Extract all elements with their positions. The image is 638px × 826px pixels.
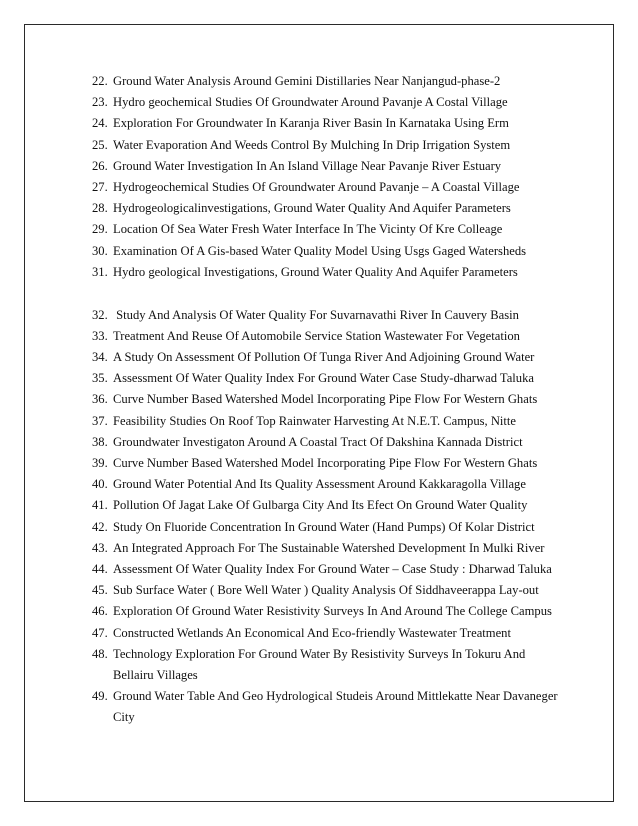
item-number: 29. [92,222,108,237]
item-title: Curve Number Based Watershed Model Incorporating Pipe Flow For Western Ghats [113,392,538,407]
list-item [92,177,592,198]
item-number: 39. [92,455,108,470]
item-title: Location Of Sea Water Fresh Water Interface In The Vicinty Of Kre Colleage [113,222,503,237]
item-number: 22. [92,74,108,88]
item-title: Technology Exploration For Ground Water By Resistivity Surveys In Tokuru And [113,646,526,661]
item-title: Hydro geochemical Studies Of Groundwater Around Pavanje A Costal Village [113,95,508,110]
item-title: Ground Water Table And Geo Hydrological Studeis Around Mittlekatte Near Davaneger [113,689,558,704]
item-title: Study On Fluoride Concentration In Ground Water (Hand Pumps) Of Kolar District [113,519,535,534]
item-number: 44. [92,561,108,576]
item-number: 31. [92,264,108,279]
item-number: 24. [92,116,108,131]
list-item [92,326,592,347]
list-item [92,262,592,283]
list-item [92,198,592,219]
item-number: 41. [92,498,108,513]
item-number: 28. [92,201,108,216]
list-item [92,411,592,432]
list-item [92,686,592,728]
list-item [92,474,592,495]
item-number: 42. [92,519,108,534]
item-title: Curve Number Based Watershed Model Incorporating Pipe Flow For Western Ghats [113,455,538,470]
item-title: Hydro geological Investigations, Ground Water Quality And Aquifer Parameters [113,264,518,279]
item-title: Sub Surface Water ( Bore Well Water ) Quality Analysis Of Siddhaveerappa Lay-out [113,583,539,598]
item-title: Exploration For Groundwater In Karanja River Basin In Karnataka Using Erm [113,116,509,131]
item-title: Assessment Of Water Quality Index For Ground Water Case Study-dharwad Taluka [113,371,534,386]
item-title: Study And Analysis Of Water Quality For Suvarnavathi River In Cauvery Basin [113,307,519,322]
item-title: Water Evaporation And Weeds Control By Mulching In Drip Irrigation System [113,137,511,152]
item-title: An Integrated Approach For The Sustainable Watershed Development In Mulki River [113,540,545,555]
list-item [92,241,592,262]
item-number: 30. [92,243,108,258]
list-item [92,559,592,580]
item-title: Feasibility Studies On Roof Top Rainwater Harvesting At N.E.T. Campus, Nitte [113,413,517,428]
item-number: 45. [92,583,108,598]
item-title: Pollution Of Jagat Lake Of Gulbarga City And Its Efect On Ground Water Quality [113,498,528,513]
item-title-continuation: City [113,710,135,725]
list-item [92,368,592,389]
item-number: 26. [92,158,108,173]
list-item [92,71,592,92]
list-item [92,432,592,453]
item-number: 23. [92,95,108,110]
list-item [92,156,592,177]
project-title-list [92,71,592,729]
item-title: Treatment And Reuse Of Automobile Service Station Wastewater For Vegetation [113,328,520,343]
list-item [92,305,592,326]
item-title: Hydrogeologicalinvestigations, Ground Water Quality And Aquifer Parameters [113,201,511,216]
item-title-continuation: Bellairu Villages [113,667,198,682]
item-title: Ground Water Potential And Its Quality Assessment Around Kakkaragolla Village [113,477,526,492]
list-item [92,347,592,368]
list-item [92,135,592,156]
item-number: 48. [92,646,108,661]
item-number: 36. [92,392,108,407]
list-item [92,601,592,622]
list-item [92,113,592,134]
item-title: A Study On Assessment Of Pollution Of Tunga River And Adjoining Ground Water [113,349,535,364]
item-number: 49. [92,689,108,704]
item-number: 35. [92,371,108,386]
item-title: Ground Water Analysis Around Gemini Distillaries Near Nanjangud-phase-2 [113,74,501,88]
item-number: 43. [92,540,108,555]
item-title: Hydrogeochemical Studies Of Groundwater Around Pavanje – A Coastal Village [113,180,520,195]
list-item [92,389,592,410]
list-item [92,623,592,644]
item-number: 38. [92,434,108,449]
item-title: Assessment Of Water Quality Index For Ground Water – Case Study : Dharwad Taluka [113,561,552,576]
item-number: 46. [92,604,108,619]
item-number: 32. [92,307,108,322]
item-number: 47. [92,625,108,640]
list-item [92,580,592,601]
list-item [92,538,592,559]
item-number: 37. [92,413,108,428]
item-number: 25. [92,137,108,152]
list-item [92,517,592,538]
item-number: 34. [92,349,108,364]
item-number: 27. [92,180,108,195]
list-item [92,495,592,516]
item-title: Examination Of A Gis-based Water Quality Model Using Usgs Gaged Watersheds [113,243,527,258]
list-item [92,92,592,113]
item-title: Groundwater Investigaton Around A Coastal Tract Of Dakshina Kannada District [113,434,523,449]
list-item [92,453,592,474]
list-item [92,644,592,686]
list-item [92,219,592,240]
item-title: Constructed Wetlands An Economical And Eco-friendly Wastewater Treatment [113,625,511,640]
item-title: Ground Water Investigation In An Island Village Near Pavanje River Estuary [113,158,502,173]
item-number: 33. [92,328,108,343]
item-title: Exploration Of Ground Water Resistivity Surveys In And Around The College Campus [113,604,552,619]
item-number: 40. [92,477,108,492]
